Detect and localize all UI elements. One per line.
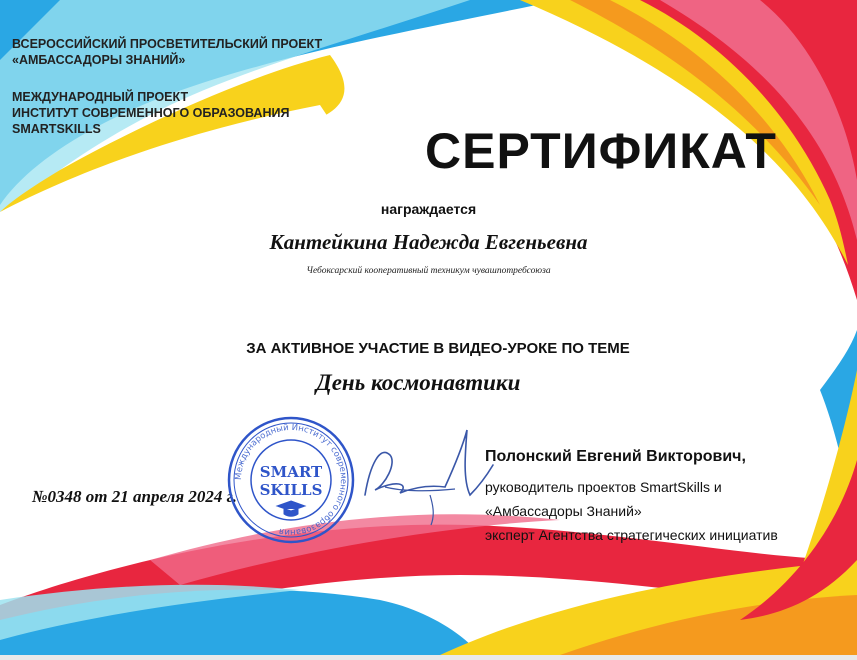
certificate-title: СЕРТИФИКАТ: [425, 123, 777, 179]
signer-role-line-2: «Амбассадоры Знаний»: [485, 503, 642, 519]
handwritten-signature: [355, 425, 495, 530]
header-project-line-4: ИНСТИТУТ СОВРЕМЕННОГО ОБРАЗОВАНИЯ: [12, 106, 290, 120]
stamp-center-line-2: SKILLS: [259, 481, 323, 499]
stamp-outer-text: Международный Институт современного образования: [233, 422, 349, 538]
header-project-line-5: SMARTSKILLS: [12, 122, 101, 136]
stamp-center-line-1: SMART: [259, 463, 323, 481]
header-project-line-2: «АМБАССАДОРЫ ЗНАНИЙ»: [12, 53, 186, 67]
graduation-cap-icon: [277, 501, 305, 516]
header-project-line-3: МЕЖДУНАРОДНЫЙ ПРОЕКТ: [12, 90, 189, 104]
smartskills-stamp: [226, 415, 356, 545]
signer-name: Полонский Евгений Викторович,: [485, 448, 746, 465]
header-project-line-1: ВСЕРОССИЙСКИЙ ПРОСВЕТИТЕЛЬСКИЙ ПРОЕКТ: [12, 37, 323, 51]
recipient-name: Кантейкина Надежда Евгеньевна: [269, 230, 588, 254]
signer-role-line-1: руководитель проектов SmartSkills и: [485, 479, 722, 495]
awarded-label: награждается: [380, 201, 477, 217]
lesson-topic: День космонавтики: [316, 370, 521, 395]
award-reason: ЗА АКТИВНОЕ УЧАСТИЕ В ВИДЕО-УРОКЕ ПО ТЕМЕ: [246, 340, 630, 357]
recipient-organization: Чебоксарский кооперативный техникум чувашпотребсоюза: [306, 266, 551, 276]
page-bottom-edge: [0, 655, 857, 660]
signer-role-line-3: эксперт Агентства стратегических инициатив: [485, 527, 778, 543]
certificate-number-date: №0348 от 21 апреля 2024 г.: [32, 487, 237, 506]
